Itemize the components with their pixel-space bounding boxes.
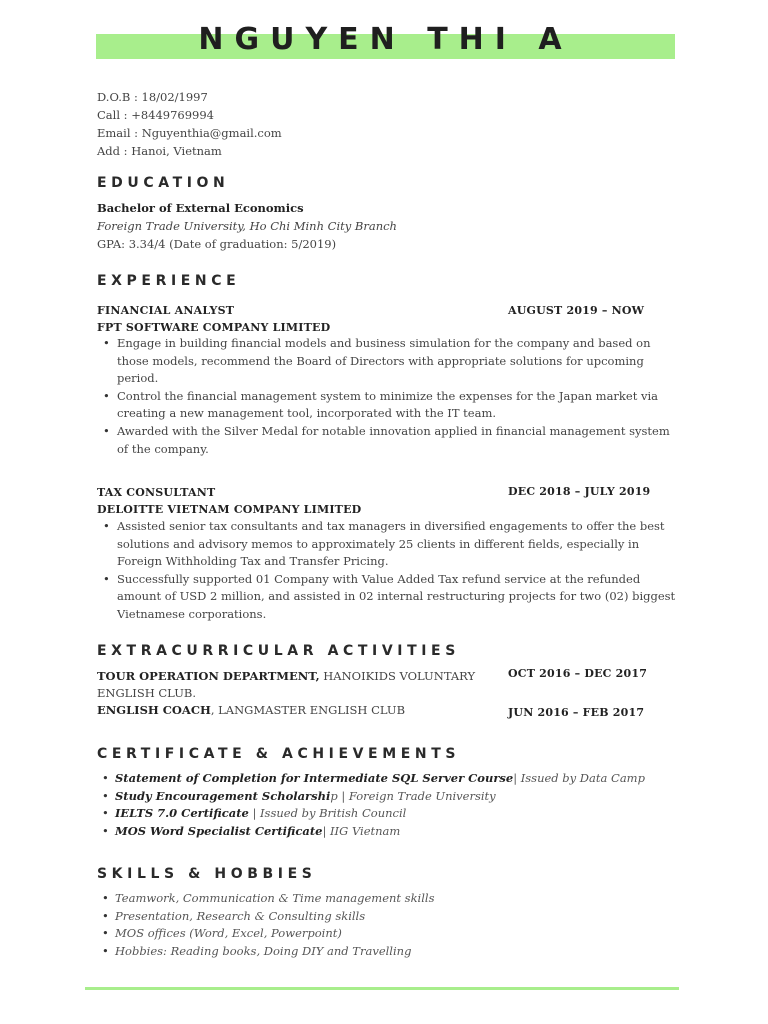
activity-date: OCT 2016 – DEC 2017 — [508, 667, 648, 680]
activity-item — [97, 702, 477, 719]
degree: Bachelor of External Economics — [97, 201, 304, 215]
skill-item: • Presentation, Research & Consulting skills — [115, 908, 435, 926]
job-role: FINANCIAL ANALYST — [97, 304, 235, 317]
gpa: GPA: 3.34/4 (Date of graduation: 5/2019) — [97, 237, 337, 251]
skill-item: • Teamwork, Communication & Time management skills — [115, 890, 435, 908]
job-bullet: • Engage in building financial models and business simulation for the company and based on those models, recommend the Board of Directors with appropriate solutions for upcoming period. — [117, 335, 682, 388]
certificate-name: Study Encouragement Scholarshi — [115, 788, 331, 803]
extracurricular-title: EXTRACURRICULAR ACTIVITIES — [97, 643, 460, 659]
certificate-item — [115, 770, 645, 788]
school: Foreign Trade University, Ho Chi Minh City Branch — [97, 219, 397, 233]
certificate-name: MOS Word Specialist Certificate — [115, 823, 323, 838]
skill-item: • Hobbies: Reading books, Doing DIY and Travelling — [115, 943, 435, 961]
activity-role: ENGLISH COACH — [97, 703, 211, 717]
email: Email : Nguyenthia@gmail.com — [97, 126, 282, 140]
certificate-item — [115, 788, 645, 806]
skill-item: • MOS offices (Word, Excel, Powerpoint) — [115, 925, 435, 943]
job-bullet: • Assisted senior tax consultants and tax managers in diversified engagements to offer the best solutions and advisory memos to approximately 25 clients in different fields, especially in Foreign Withholding Tax and Transfer Pricing. — [117, 518, 682, 571]
job-role: TAX CONSULTANT — [97, 486, 216, 499]
certificate-issuer: | Issued by British Council — [248, 806, 407, 821]
job-bullet: • Awarded with the Silver Medal for notable innovation applied in financial management system of the company. — [117, 423, 682, 458]
skills-title: SKILLS & HOBBIES — [97, 866, 317, 882]
certificate-issuer: p | Foreign Trade University — [330, 788, 496, 803]
footer-divider — [85, 987, 679, 990]
activity-org: HANOIKIDS VOLUNTARY ENGLISH CLUB. — [97, 669, 476, 700]
certificate-issuer: | Issued by Data Camp — [513, 771, 645, 785]
job-bullets — [117, 518, 682, 624]
education-title: EDUCATION — [97, 175, 230, 191]
experience-title: EXPERIENCE — [97, 273, 241, 289]
certificate-item — [115, 823, 645, 841]
job-bullets — [117, 335, 682, 458]
certificate-list — [115, 770, 645, 840]
skills-list — [115, 890, 435, 960]
job-date: AUGUST 2019 – NOW — [508, 304, 645, 317]
phone: Call : +8449769994 — [97, 108, 214, 122]
education-block — [97, 199, 397, 253]
job-date: DEC 2018 – JULY 2019 — [508, 485, 651, 498]
activity-item — [97, 668, 477, 702]
address: Add : Hanoi, Vietnam — [97, 144, 222, 158]
activity-date: JUN 2016 – FEB 2017 — [508, 706, 645, 719]
activity-role: TOUR OPERATION DEPARTMENT, — [97, 669, 320, 683]
certificate-item — [115, 805, 645, 823]
dob: D.O.B : 18/02/1997 — [97, 90, 208, 104]
certificate-name: Statement of Completion for Intermediate SQL Server Course — [115, 771, 514, 785]
job-company: DELOITTE VIETNAM COMPANY LIMITED — [97, 503, 362, 516]
candidate-name: NGUYEN THI A — [198, 22, 573, 57]
certificate-issuer: | IIG Vietnam — [322, 823, 401, 838]
contact-block — [97, 88, 282, 160]
job-company: FPT SOFTWARE COMPANY LIMITED — [97, 321, 331, 334]
activity-org: , LANGMASTER ENGLISH CLUB — [210, 703, 406, 717]
certificates-title: CERTIFICATE & ACHIEVEMENTS — [97, 746, 461, 762]
job-bullet: • Control the financial management system to minimize the expenses for the Japan market via creating a new management tool, incorporated with the IT team. — [117, 388, 682, 423]
certificate-name: IELTS 7.0 Certificate — [115, 806, 249, 821]
job-bullet: • Successfully supported 01 Company with Value Added Tax refund service at the refunded amount of USD 2 million, and assisted in 02 internal restructuring projects for two (02) biggest Vietnamese corporations. — [117, 571, 682, 624]
